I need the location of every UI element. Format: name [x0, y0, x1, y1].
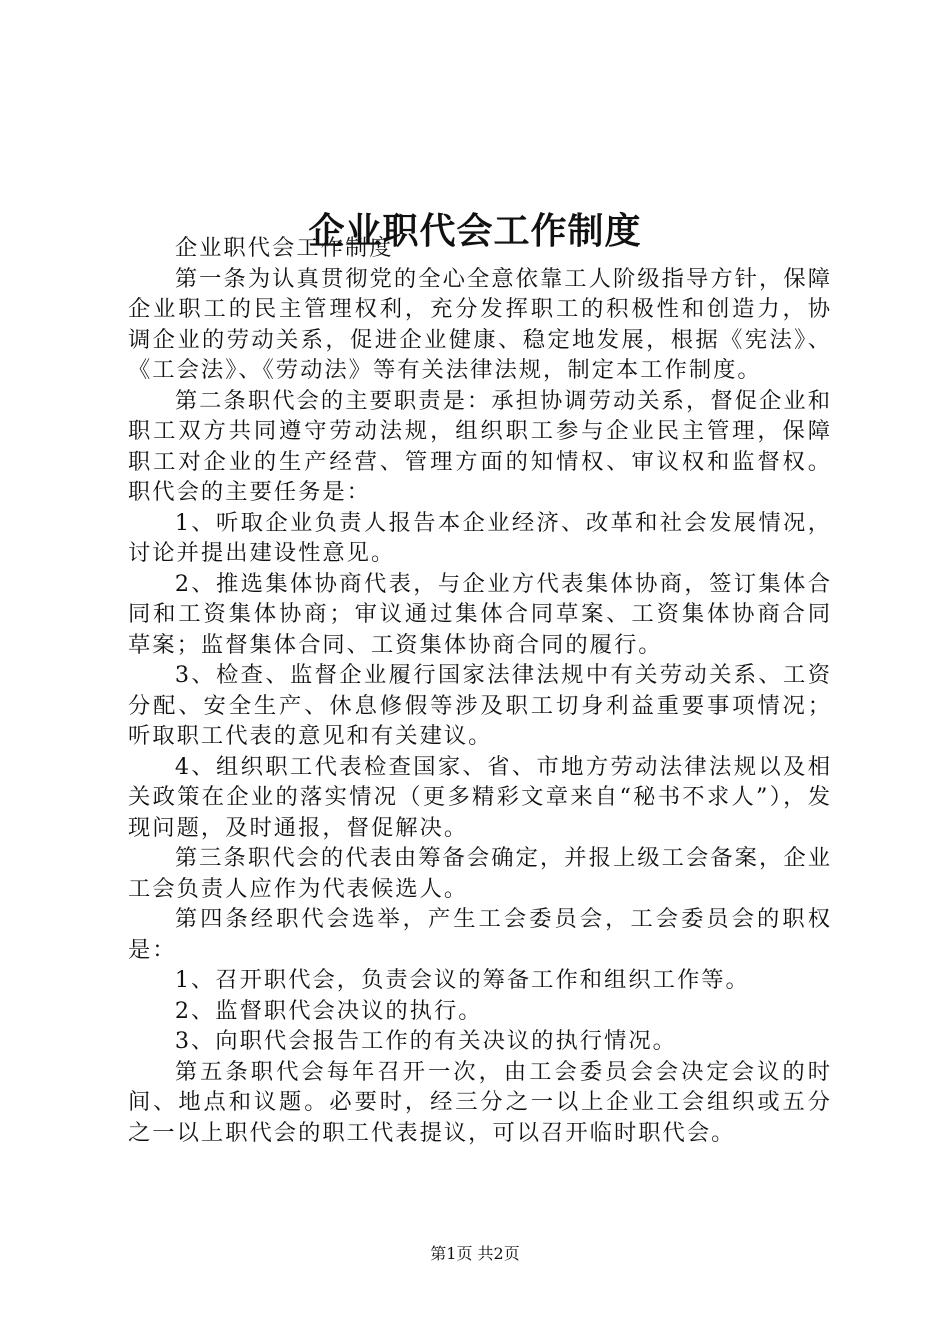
- body-paragraph: 4、组织职工代表检查国家、省、市地方劳动法律法规以及相关政策在企业的落实情况（更多精彩文章来自“秘书不求人”），发现问题，及时通报，督促解决。: [128, 753, 832, 841]
- body-paragraph: 3、向职代会报告工作的有关决议的执行情况。: [174, 1028, 677, 1054]
- body-paragraph: 第三条职代会的代表由筹备会确定，并报上级工会备案，企业工会负责人应作为代表候选人。: [128, 845, 832, 902]
- body-paragraph: 企业职代会工作制度: [174, 235, 394, 261]
- body-paragraph: 3、检查、监督企业履行国家法律法规中有关劳动关系、工资分配、安全生产、休息修假等涉及职工切身利益重要事项情况；听取职工代表的意见和有关建议。: [128, 662, 832, 749]
- body-paragraph: 2、推选集体协商代表，与企业方代表集体协商，签订集体合同和工资集体协商；审议通过集体合同草案、工资集体协商合同草案；监督集体合同、工资集体协商合同的履行。: [128, 570, 832, 658]
- body-paragraph: 第二条职代会的主要职责是：承担协调劳动关系，督促企业和职工双方共同遵守劳动法规，组织职工参与企业民主管理，保障职工对企业的生产经营、管理方面的知情权、审议权和监督权。职代会的主要任务是：: [128, 387, 832, 505]
- body-paragraph: 1、召开职代会，负责会议的筹备工作和组织工作等。: [174, 967, 750, 993]
- document-body: [128, 233, 832, 1148]
- body-paragraph: 2、监督职代会决议的执行。: [174, 997, 483, 1024]
- body-paragraph: 第五条职代会每年召开一次，由工会委员会会决定会议的时间、地点和议题。必要时，经三分之一以上企业工会组织或五分之一以上职代会的职工代表提议，可以召开临时职代会。: [128, 1058, 832, 1146]
- body-paragraph: 第四条经职代会选举，产生工会委员会，工会委员会的职权是：: [128, 906, 832, 963]
- body-paragraph: 1、听取企业负责人报告本企业经济、改革和社会发展情况，讨论并提出建设性意见。: [128, 509, 832, 566]
- document-title: 企业职代会工作制度: [308, 210, 642, 253]
- body-paragraph: 第一条为认真贯彻党的全心全意依靠工人阶级指导方针，保障企业职工的民主管理权利，充分发挥职工的积极性和创造力，协调企业的劳动关系，促进企业健康、稳定地发展，根据《宪法》、《工会法》、《劳动法》等有关法律法规，制定本工作制度。: [128, 265, 832, 383]
- page-number-footer: 第1页 共2页: [430, 1244, 520, 1263]
